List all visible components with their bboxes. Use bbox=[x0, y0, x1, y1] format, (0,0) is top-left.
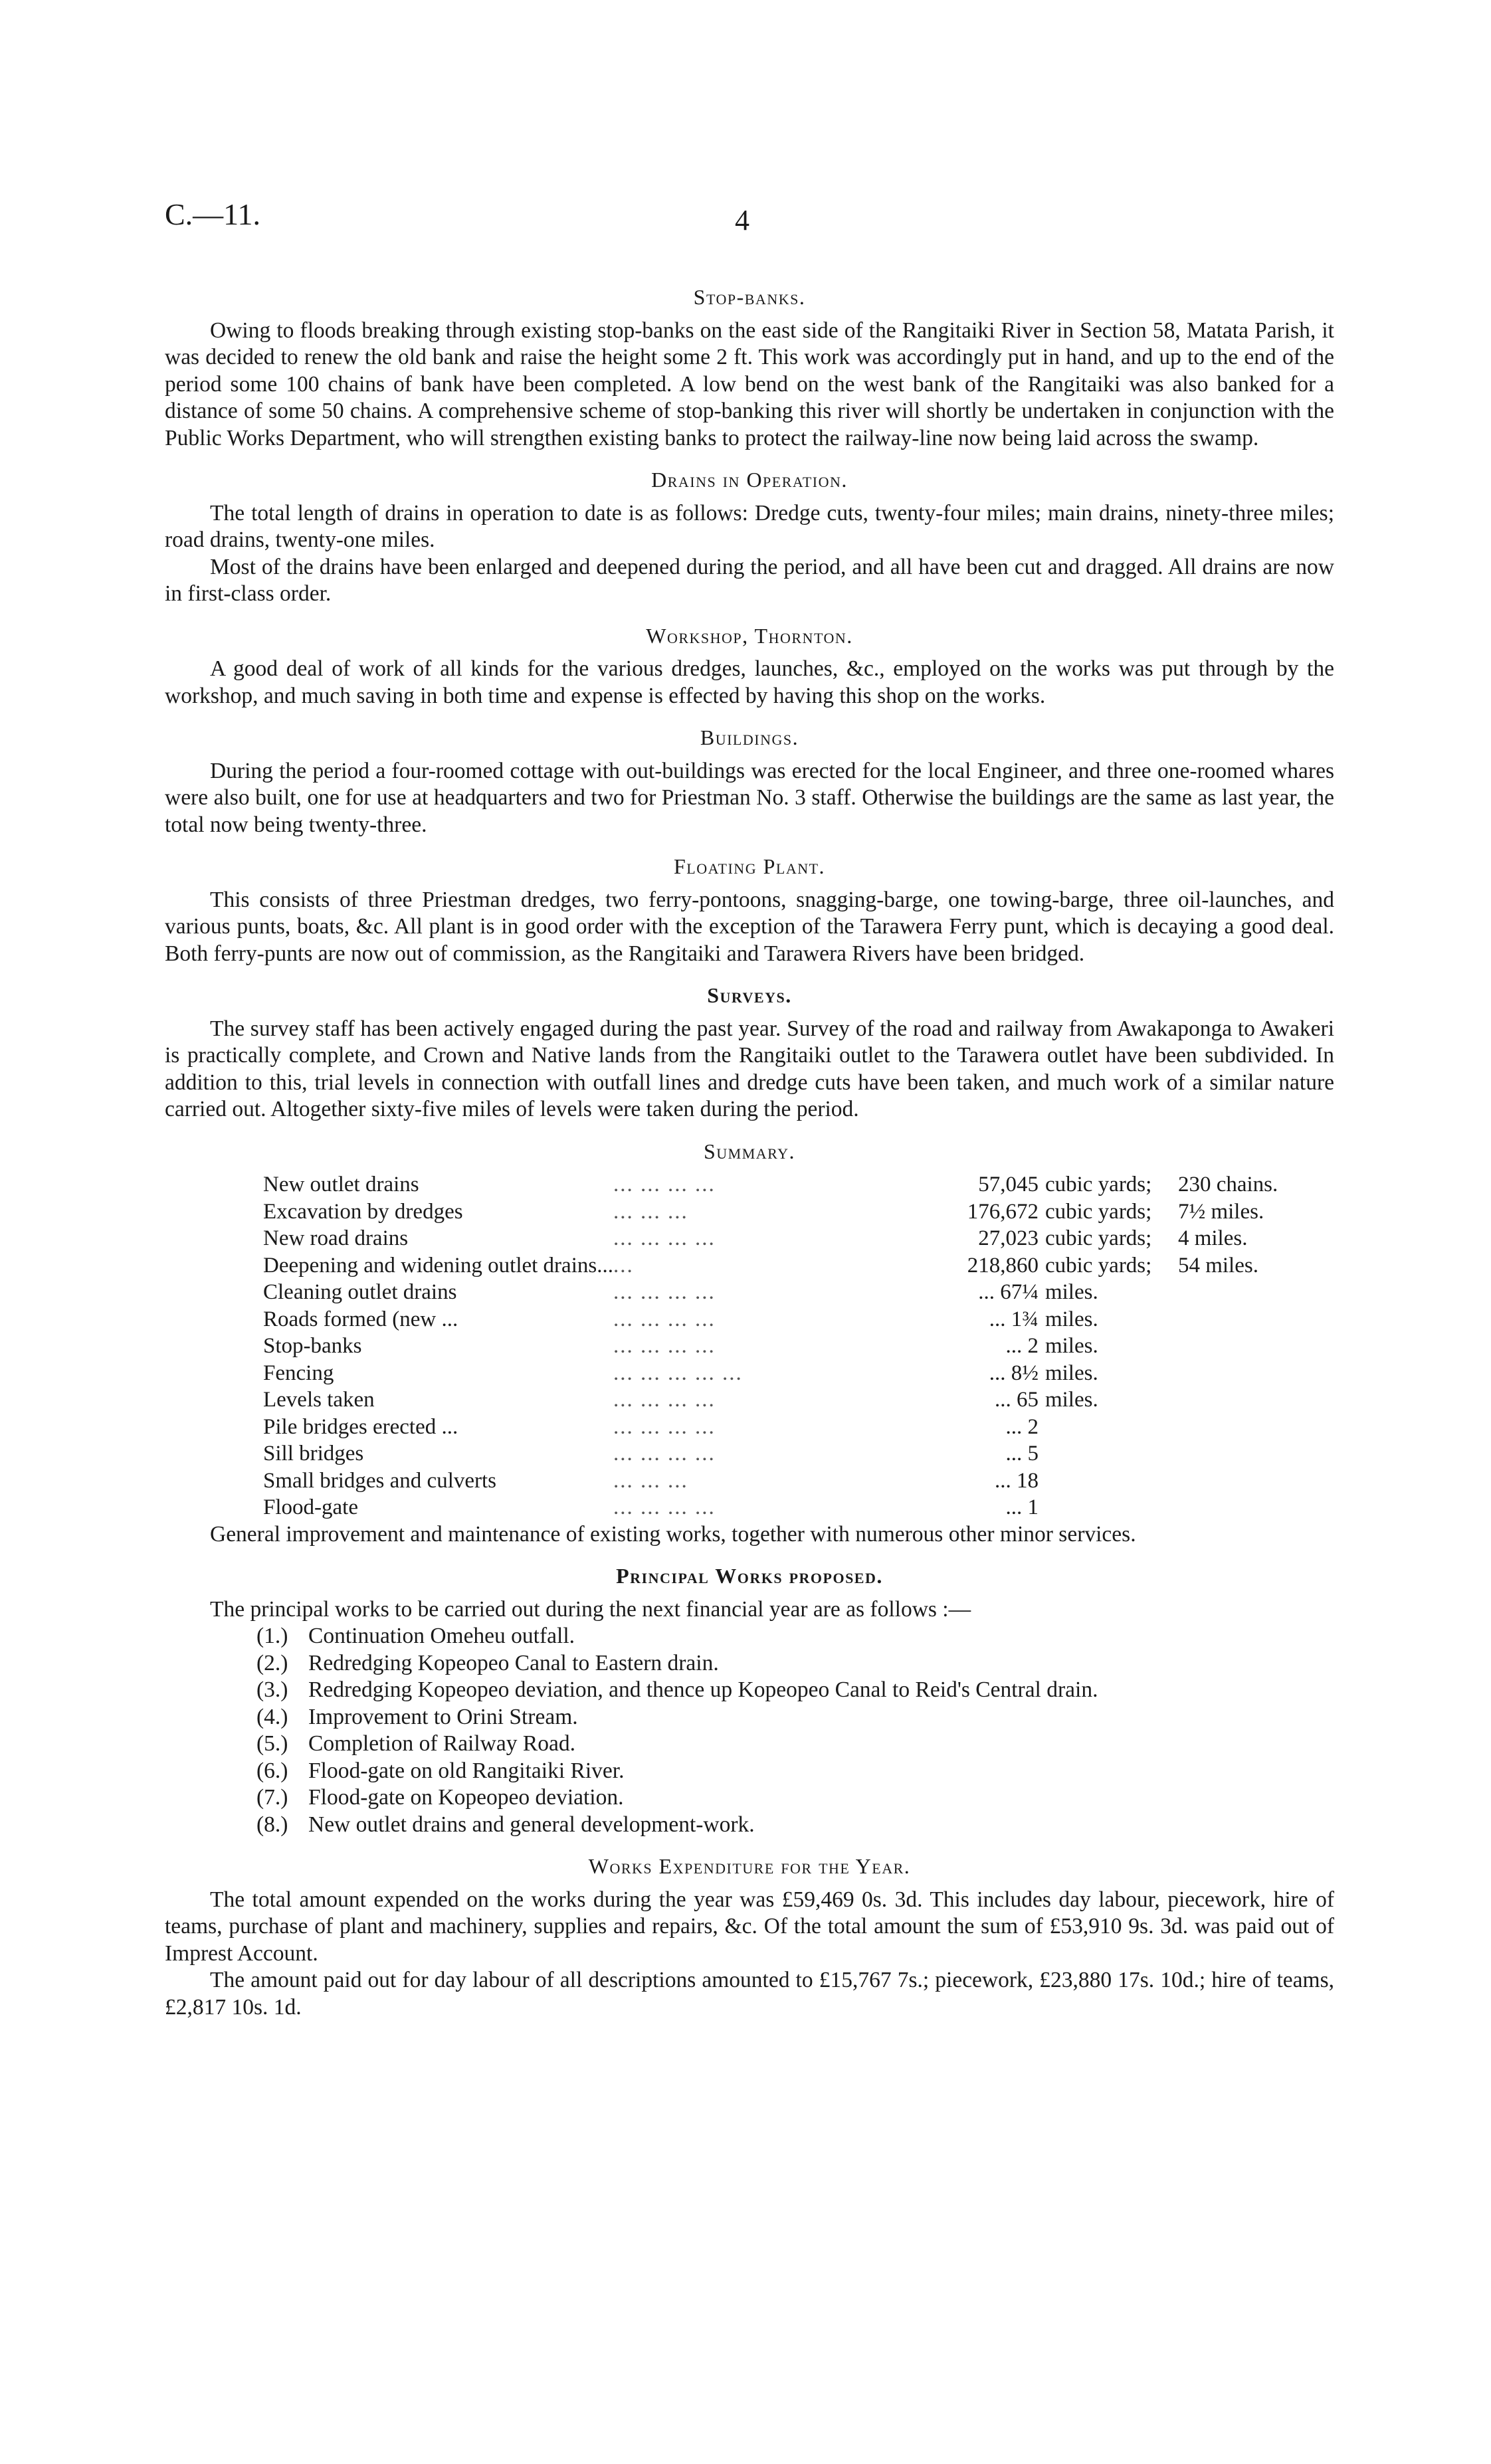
proposed-works-list bbox=[165, 1623, 1334, 1838]
proposed-work-item bbox=[256, 1731, 1334, 1758]
summary-leader-dots: ... ... ... bbox=[613, 1199, 688, 1224]
summary-leader-dots: ... ... ... ... bbox=[613, 1495, 716, 1519]
heading-summary: Summary. bbox=[703, 1139, 796, 1163]
summary-value: ... 1¾ bbox=[989, 1307, 1039, 1331]
proposed-work-text: Flood-gate on old Rangitaiki River. bbox=[308, 1758, 625, 1783]
summary-unit: miles. bbox=[1044, 1334, 1098, 1358]
summary-leader-dots: ... bbox=[613, 1253, 634, 1278]
proposed-work-text: Improvement to Orini Stream. bbox=[308, 1704, 578, 1729]
paragraph-proposed-intro: The principal works to be carried out during the next financial year are as follows :— bbox=[210, 1596, 971, 1622]
paragraph-summary-note: General improvement and maintenance of existing works, together with numerous other minor services. bbox=[210, 1521, 1136, 1547]
summary-row bbox=[263, 1225, 1304, 1252]
proposed-work-text: Completion of Railway Road. bbox=[308, 1731, 575, 1756]
summary-value: ... 67¼ bbox=[978, 1280, 1039, 1304]
proposed-work-number: (2.) bbox=[256, 1650, 288, 1675]
summary-extra: 4 miles. bbox=[1177, 1226, 1248, 1250]
summary-extra bbox=[1178, 1468, 1304, 1495]
paragraph-expenditure-total: The total amount expended on the works during the year was £59,469 0s. 3d. This includes day labour, piecework, hire of teams, purchase of plant and machinery, supplies and repairs, &c. Of the total amount the sum of £53,910 9s. 3d. was paid out of Imprest Account. bbox=[165, 1887, 1334, 1966]
paragraph-expenditure-breakdown: The amount paid out for day labour of all descriptions amounted to £15,767 7s.; piecework, £23,880 17s. 10d.; hire of teams, £2,817 10s. 1d. bbox=[165, 1968, 1334, 2020]
proposed-work-item bbox=[256, 1758, 1334, 1785]
summary-row bbox=[263, 1198, 1304, 1226]
summary-row bbox=[263, 1386, 1304, 1414]
proposed-work-item bbox=[256, 1784, 1334, 1812]
summary-leader-dots: ... ... ... ... bbox=[613, 1334, 716, 1358]
proposed-work-item bbox=[256, 1650, 1334, 1677]
summary-extra bbox=[1178, 1306, 1304, 1333]
summary-unit: cubic yards; bbox=[1044, 1173, 1152, 1196]
summary-label: Sill bridges bbox=[263, 1442, 364, 1466]
proposed-work-number: (3.) bbox=[256, 1677, 288, 1702]
summary-extra bbox=[1178, 1360, 1304, 1387]
proposed-work-text: Redredging Kopeopeo Canal to Eastern drain. bbox=[308, 1650, 719, 1675]
summary-row bbox=[263, 1494, 1304, 1521]
summary-row bbox=[263, 1468, 1304, 1495]
proposed-work-number: (1.) bbox=[256, 1624, 288, 1648]
summary-leader-dots: ... ... ... bbox=[613, 1468, 688, 1493]
page-content bbox=[165, 269, 1334, 2021]
proposed-work-item bbox=[256, 1812, 1334, 1839]
summary-unit: miles. bbox=[1044, 1280, 1098, 1304]
summary-unit: cubic yards; bbox=[1044, 1253, 1152, 1278]
summary-row bbox=[263, 1414, 1304, 1441]
summary-label: New outlet drains bbox=[263, 1173, 419, 1196]
summary-unit bbox=[1045, 1468, 1178, 1495]
summary-label: Small bridges and culverts bbox=[263, 1468, 497, 1493]
summary-value: ... 5 bbox=[1005, 1442, 1039, 1466]
summary-label: Excavation by dredges bbox=[263, 1199, 463, 1224]
summary-row bbox=[263, 1252, 1304, 1279]
summary-row bbox=[263, 1440, 1304, 1468]
summary-leader-dots: ... ... ... ... ... bbox=[613, 1361, 743, 1385]
summary-extra: 54 miles. bbox=[1177, 1253, 1258, 1278]
proposed-work-item bbox=[256, 1704, 1334, 1731]
summary-row bbox=[263, 1360, 1304, 1387]
heading-stop-banks: Stop-banks. bbox=[693, 285, 806, 309]
summary-extra bbox=[1178, 1279, 1304, 1306]
summary-label: Stop-banks bbox=[263, 1334, 362, 1358]
summary-extra: 7½ miles. bbox=[1177, 1199, 1264, 1224]
proposed-work-number: (6.) bbox=[256, 1758, 288, 1783]
heading-buildings: Buildings. bbox=[700, 725, 799, 749]
paragraph-buildings: During the period a four-roomed cottage with out-buildings was erected for the local Engineer, and three one-roomed whares were also built, one for use at headquarters and two for Priestman No. 3 staff. Otherwise the buildings are the same as last year, the total now being twenty-three. bbox=[165, 758, 1334, 837]
heading-expenditure: Works Expenditure for the Year. bbox=[588, 1854, 911, 1878]
summary-table bbox=[263, 1171, 1304, 1521]
summary-unit: miles. bbox=[1044, 1361, 1098, 1385]
summary-label: Flood-gate bbox=[263, 1495, 358, 1519]
heading-workshop: Workshop, Thornton. bbox=[646, 623, 853, 648]
summary-leader-dots: ... ... ... ... bbox=[613, 1442, 716, 1466]
summary-value: 27,023 bbox=[978, 1226, 1039, 1250]
summary-unit: miles. bbox=[1044, 1307, 1098, 1331]
paragraph-drains-length: The total length of drains in operation to date is as follows: Dredge cuts, twenty-four miles; main drains, ninety-three miles; road drains, twenty-one miles. bbox=[165, 500, 1334, 552]
proposed-work-item bbox=[256, 1677, 1334, 1704]
summary-unit bbox=[1045, 1494, 1178, 1521]
paragraph-workshop: A good deal of work of all kinds for the various dredges, launches, &c., employed on the works was put through by the workshop, and much saving in both time and expense is effected by having this shop on the works. bbox=[165, 656, 1334, 708]
summary-value: ... 8½ bbox=[989, 1361, 1039, 1385]
proposed-work-text: Redredging Kopeopeo deviation, and thence up Kopeopeo Canal to Reid's Central drain. bbox=[308, 1677, 1098, 1702]
summary-extra: 230 chains. bbox=[1177, 1173, 1278, 1196]
summary-value: 218,860 bbox=[967, 1253, 1039, 1278]
summary-unit bbox=[1045, 1440, 1178, 1468]
proposed-work-number: (7.) bbox=[256, 1785, 288, 1810]
proposed-work-text: New outlet drains and general development-work. bbox=[308, 1812, 755, 1837]
summary-unit: cubic yards; bbox=[1044, 1226, 1152, 1250]
proposed-work-number: (8.) bbox=[256, 1812, 288, 1837]
summary-value: ... 2 bbox=[1005, 1414, 1039, 1439]
summary-leader-dots: ... ... ... ... bbox=[613, 1173, 716, 1196]
summary-leader-dots: ... ... ... ... bbox=[613, 1307, 716, 1331]
summary-label: New road drains bbox=[263, 1226, 409, 1250]
proposed-work-number: (4.) bbox=[256, 1704, 288, 1729]
summary-value: 176,672 bbox=[967, 1199, 1039, 1224]
summary-label: Fencing bbox=[263, 1361, 334, 1385]
summary-extra bbox=[1178, 1333, 1304, 1360]
proposed-work-number: (5.) bbox=[256, 1731, 288, 1756]
proposed-work-item bbox=[256, 1623, 1334, 1650]
summary-label: Roads formed (new ... bbox=[263, 1307, 458, 1331]
summary-extra bbox=[1178, 1414, 1304, 1441]
summary-leader-dots: ... ... ... ... bbox=[613, 1280, 716, 1304]
summary-value: ... 18 bbox=[994, 1468, 1039, 1493]
page-number: 4 bbox=[735, 204, 749, 237]
proposed-work-text: Continuation Omeheu outfall. bbox=[308, 1624, 575, 1648]
paragraph-surveys: The survey staff has been actively engaged during the past year. Survey of the road and railway from Awakaponga to Awakeri is practically complete, and Crown and Native lands from the Rangitaiki outlet to the Tarawera outlet have been subdivided. In addition to this, trial levels in connection with outfall lines and dredge cuts have been taken, and much work of a similar nature carried out. Altogether sixty-five miles of levels were taken during the period. bbox=[165, 1016, 1334, 1121]
summary-extra bbox=[1178, 1494, 1304, 1521]
summary-unit bbox=[1045, 1414, 1178, 1441]
summary-value: ... 65 bbox=[994, 1388, 1039, 1412]
summary-label: Cleaning outlet drains bbox=[263, 1280, 457, 1304]
heading-floating-plant: Floating Plant. bbox=[673, 854, 826, 878]
summary-row bbox=[263, 1306, 1304, 1333]
paragraph-floating-plant: This consists of three Priestman dredges, two ferry-pontoons, snagging-barge, one towing-barge, three oil-launches, and various punts, boats, &c. All plant is in good order with the exception of the Tarawera Ferry punt, which is decaying a good deal. Both ferry-punts are now out of commission, as the Rangitaiki and Tarawera Rivers have been bridged. bbox=[165, 887, 1334, 966]
summary-label: Levels taken bbox=[263, 1388, 375, 1412]
summary-row bbox=[263, 1279, 1304, 1306]
summary-row bbox=[263, 1333, 1304, 1360]
heading-drains: Drains in Operation. bbox=[651, 468, 848, 492]
paragraph-stop-banks: Owing to floods breaking through existing stop-banks on the east side of the Rangitaiki River in Section 58, Matata Parish, it was decided to renew the old bank and raise the height some 2 ft. This work was accordingly put in hand, and up to the end of the period some 100 chains of bank have been completed. A low bend on the west bank of the Rangitaiki was also banked for a distance of some 50 chains. A comprehensive scheme of stop-banking this river will shortly be undertaken in conjunction with the Public Works Department, who will strengthen existing banks to protect the railway-line now being laid across the swamp. bbox=[165, 318, 1334, 450]
summary-value: ... 1 bbox=[1005, 1495, 1039, 1519]
summary-leader-dots: ... ... ... ... bbox=[613, 1414, 716, 1439]
summary-extra bbox=[1178, 1440, 1304, 1468]
summary-row bbox=[263, 1171, 1304, 1198]
summary-leader-dots: ... ... ... ... bbox=[613, 1388, 716, 1412]
summary-label: Pile bridges erected ... bbox=[263, 1414, 458, 1439]
heading-surveys: Surveys. bbox=[707, 983, 792, 1007]
summary-extra bbox=[1178, 1386, 1304, 1414]
heading-principal-works: Principal Works proposed. bbox=[616, 1564, 883, 1588]
document-reference: C.—11. bbox=[165, 197, 260, 231]
summary-value: 57,045 bbox=[978, 1173, 1039, 1196]
summary-leader-dots: ... ... ... ... bbox=[613, 1226, 716, 1250]
paragraph-drains-condition: Most of the drains have been enlarged and deepened during the period, and all have been cut and dragged. All drains are now in first-class order. bbox=[165, 554, 1334, 606]
summary-unit: miles. bbox=[1044, 1388, 1098, 1412]
summary-unit: cubic yards; bbox=[1044, 1199, 1152, 1224]
proposed-work-text: Flood-gate on Kopeopeo deviation. bbox=[308, 1785, 624, 1810]
summary-value: ... 2 bbox=[1005, 1334, 1039, 1358]
summary-label: Deepening and widening outlet drains... bbox=[263, 1253, 613, 1278]
